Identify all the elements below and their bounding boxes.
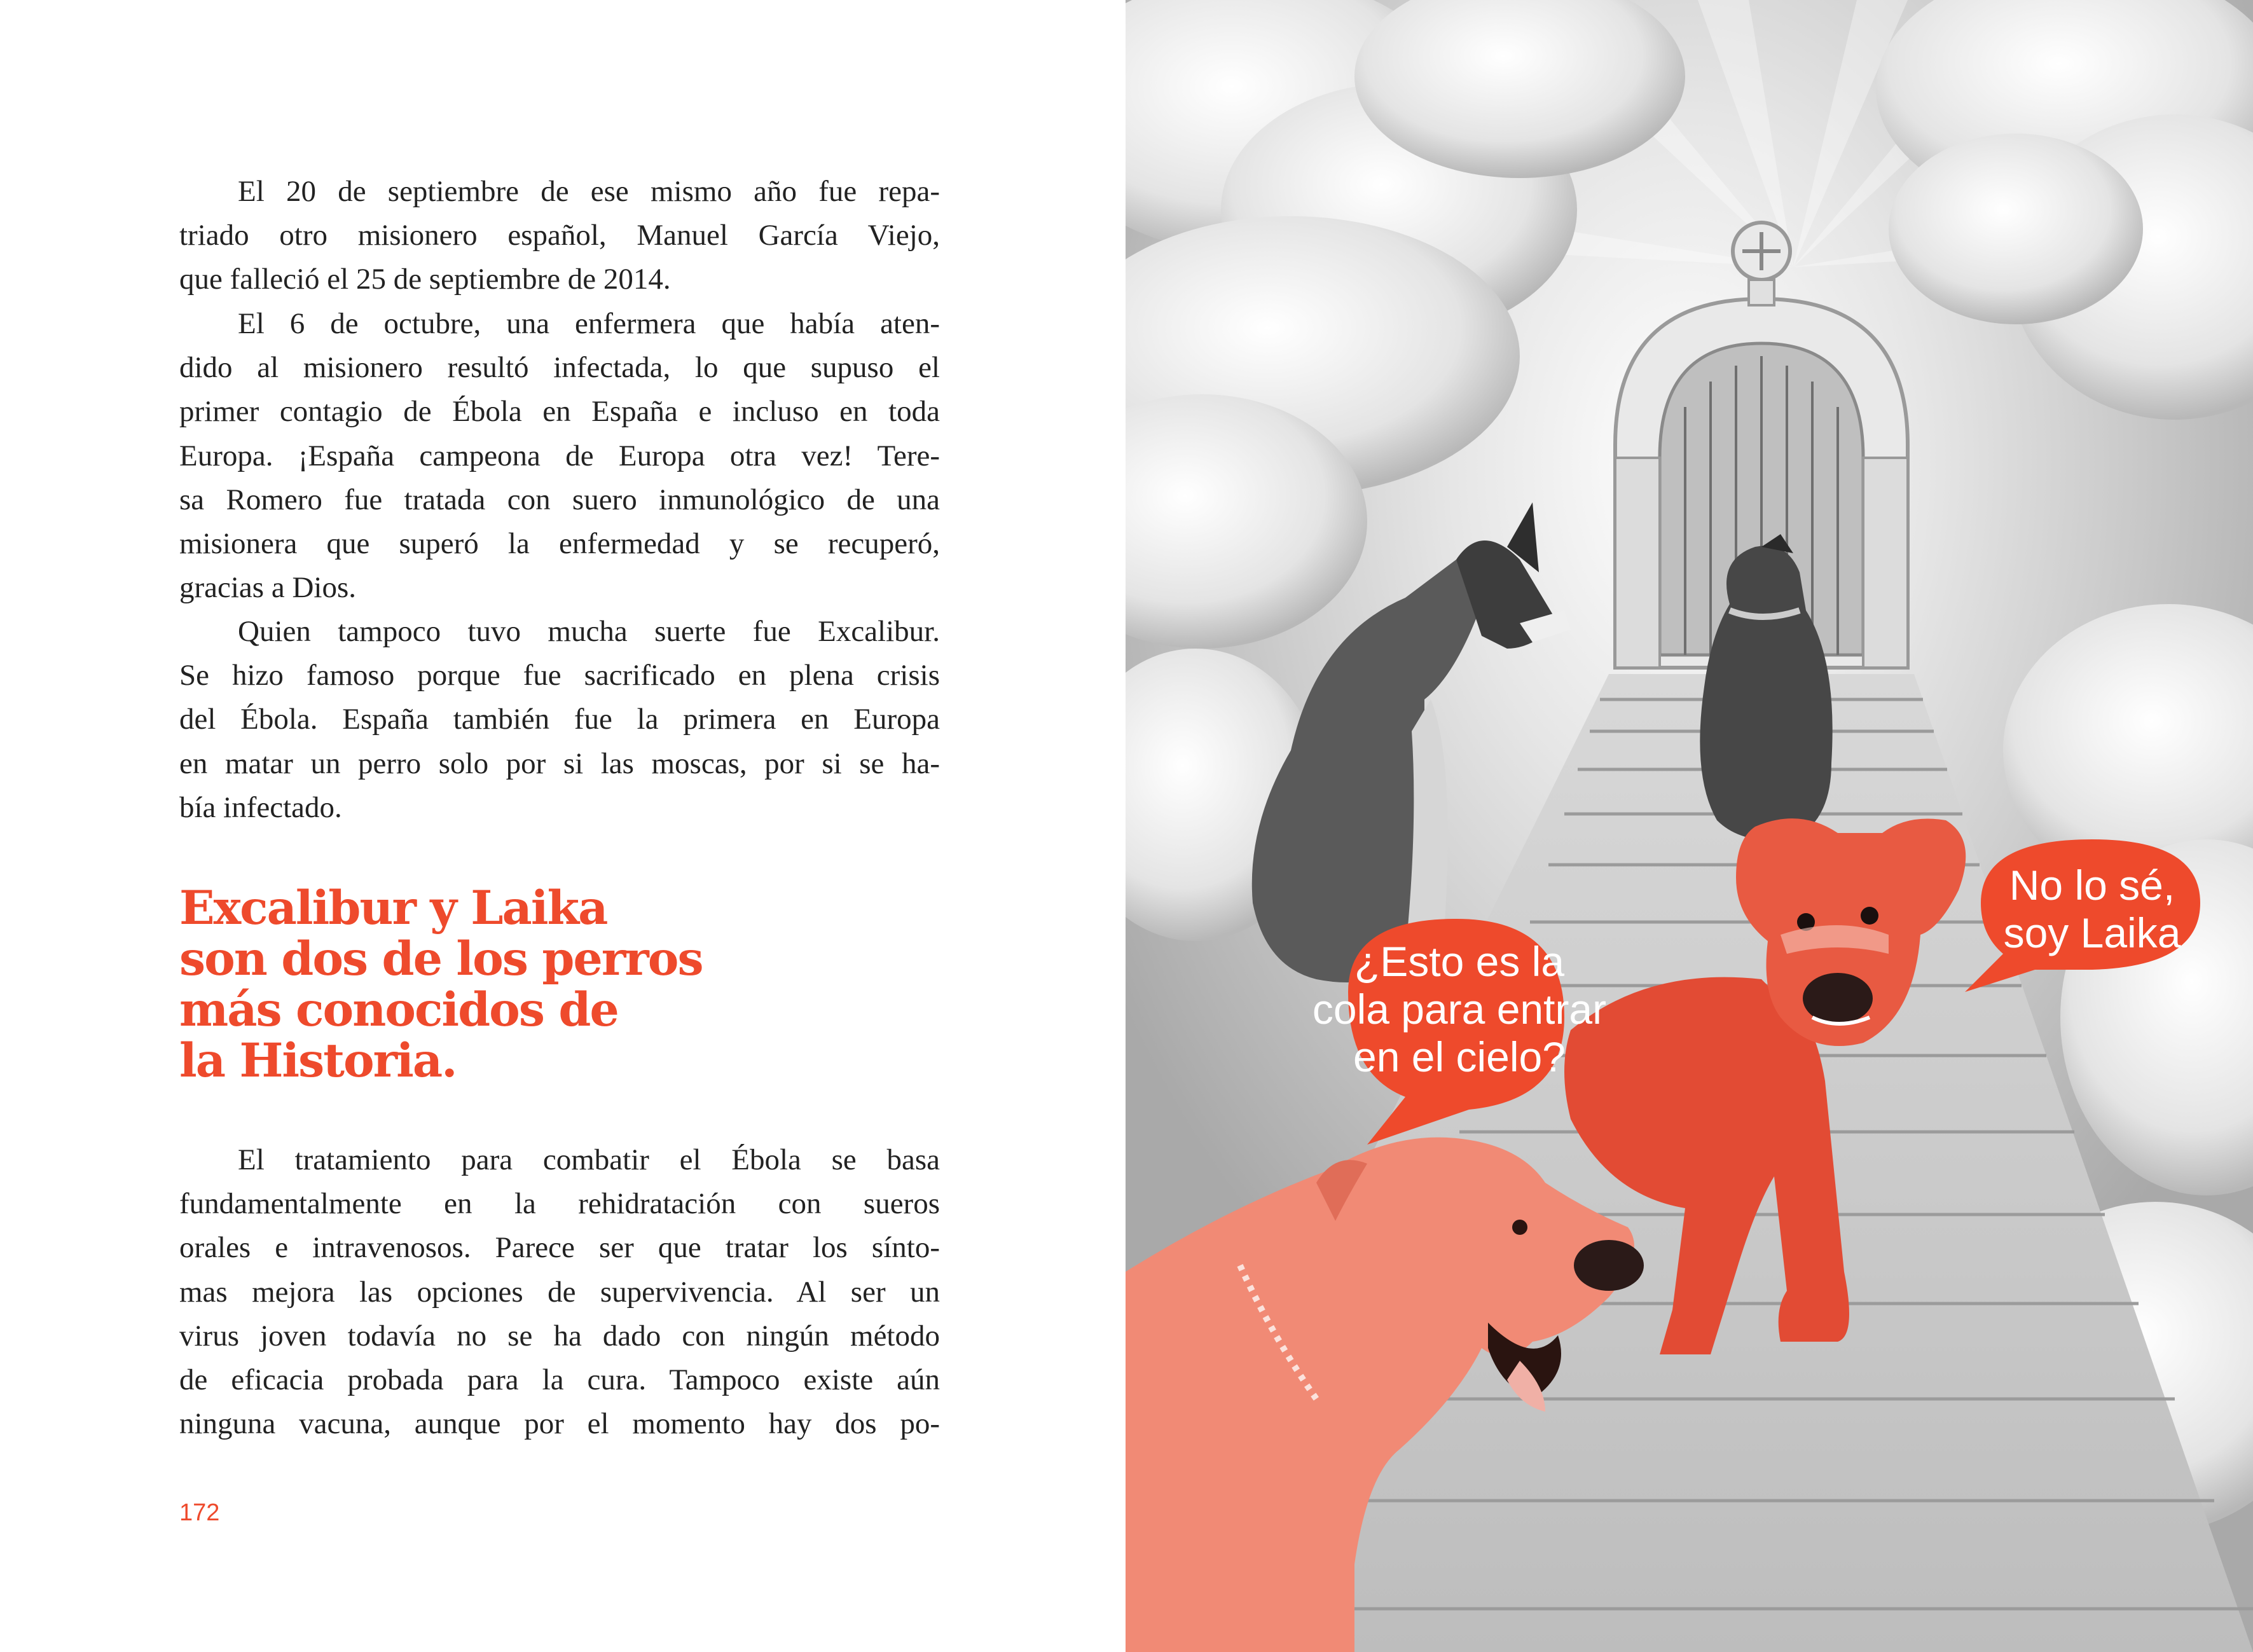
heaven-stairs-illustration [1126,0,2253,1652]
text-line: misionera que superó la enfermedad y se recuperó, [179,527,940,561]
text-line: Se hizo famoso porque fue sacrificado en plena crisis [179,659,940,692]
headline-line: la Historia. [179,1033,457,1088]
text-line: virus joven todavía no se ha dado con ningún método [179,1319,940,1353]
text-line: mas mejora las opciones de supervivencia. Al ser un [179,1275,940,1309]
text-line: primer contagio de Ébola en España e incluso en toda [179,395,940,429]
headline [179,883,703,1086]
bubble-right-line: No lo sé, [2009,862,2175,909]
text-line: Europa. ¡España campeona de Europa otra vez! Tere- [179,439,940,472]
text-line: del Ébola. España también fue la primera en Europa [179,703,940,736]
text-line: que falleció el 25 de septiembre de 2014. [179,263,671,296]
text-line: bía infectado. [179,790,342,824]
left-page [0,0,1126,1652]
text-line: El 6 de octubre, una enfermera que había aten- [238,307,940,340]
paragraph-3 [179,610,940,830]
bubble-left-line: ¿Esto es la [1354,938,1565,985]
paragraph-4 [179,1138,940,1446]
bubble-left-line: en el cielo? [1353,1033,1566,1080]
text-line: El tratamiento para combatir el Ébola se basa [238,1143,940,1176]
headline-line: Excalibur y Laika [179,881,607,935]
text-line: sa Romero fue tratada con suero inmunológico de una [179,483,940,516]
text-line: fundamentalmente en la rehidratación con sueros [179,1187,940,1221]
headline-line: más conocidos de [179,982,618,1037]
text-line: en matar un perro solo por si las moscas, por si se ha- [179,747,940,780]
text-line: orales e intravenosos. Parece ser que tratar los sínto- [179,1231,940,1265]
text-line: gracias a Dios. [179,571,356,605]
paragraph-2 [179,302,940,610]
bubble-right-line: soy Laika [2003,909,2181,956]
text-line: de eficacia probada para la cura. Tampoco existe aún [179,1363,940,1397]
bubble-left-line: cola para entrar [1312,986,1607,1033]
page-number: 172 [179,1499,220,1526]
text-line: triado otro misionero español, Manuel García Viejo, [179,219,940,252]
paragraph-1 [179,170,940,302]
headline-line: son dos de los perros [179,932,703,986]
illustration-page [1126,0,2253,1652]
text-line: Quien tampoco tuvo mucha suerte fue Excalibur. [238,615,940,648]
text-line: El 20 de septiembre de ese mismo año fue repa- [238,175,940,208]
text-line: dido al misionero resultó infectada, lo que supuso el [179,351,940,385]
text-line: ninguna vacuna, aunque por el momento hay dos po- [179,1407,940,1441]
